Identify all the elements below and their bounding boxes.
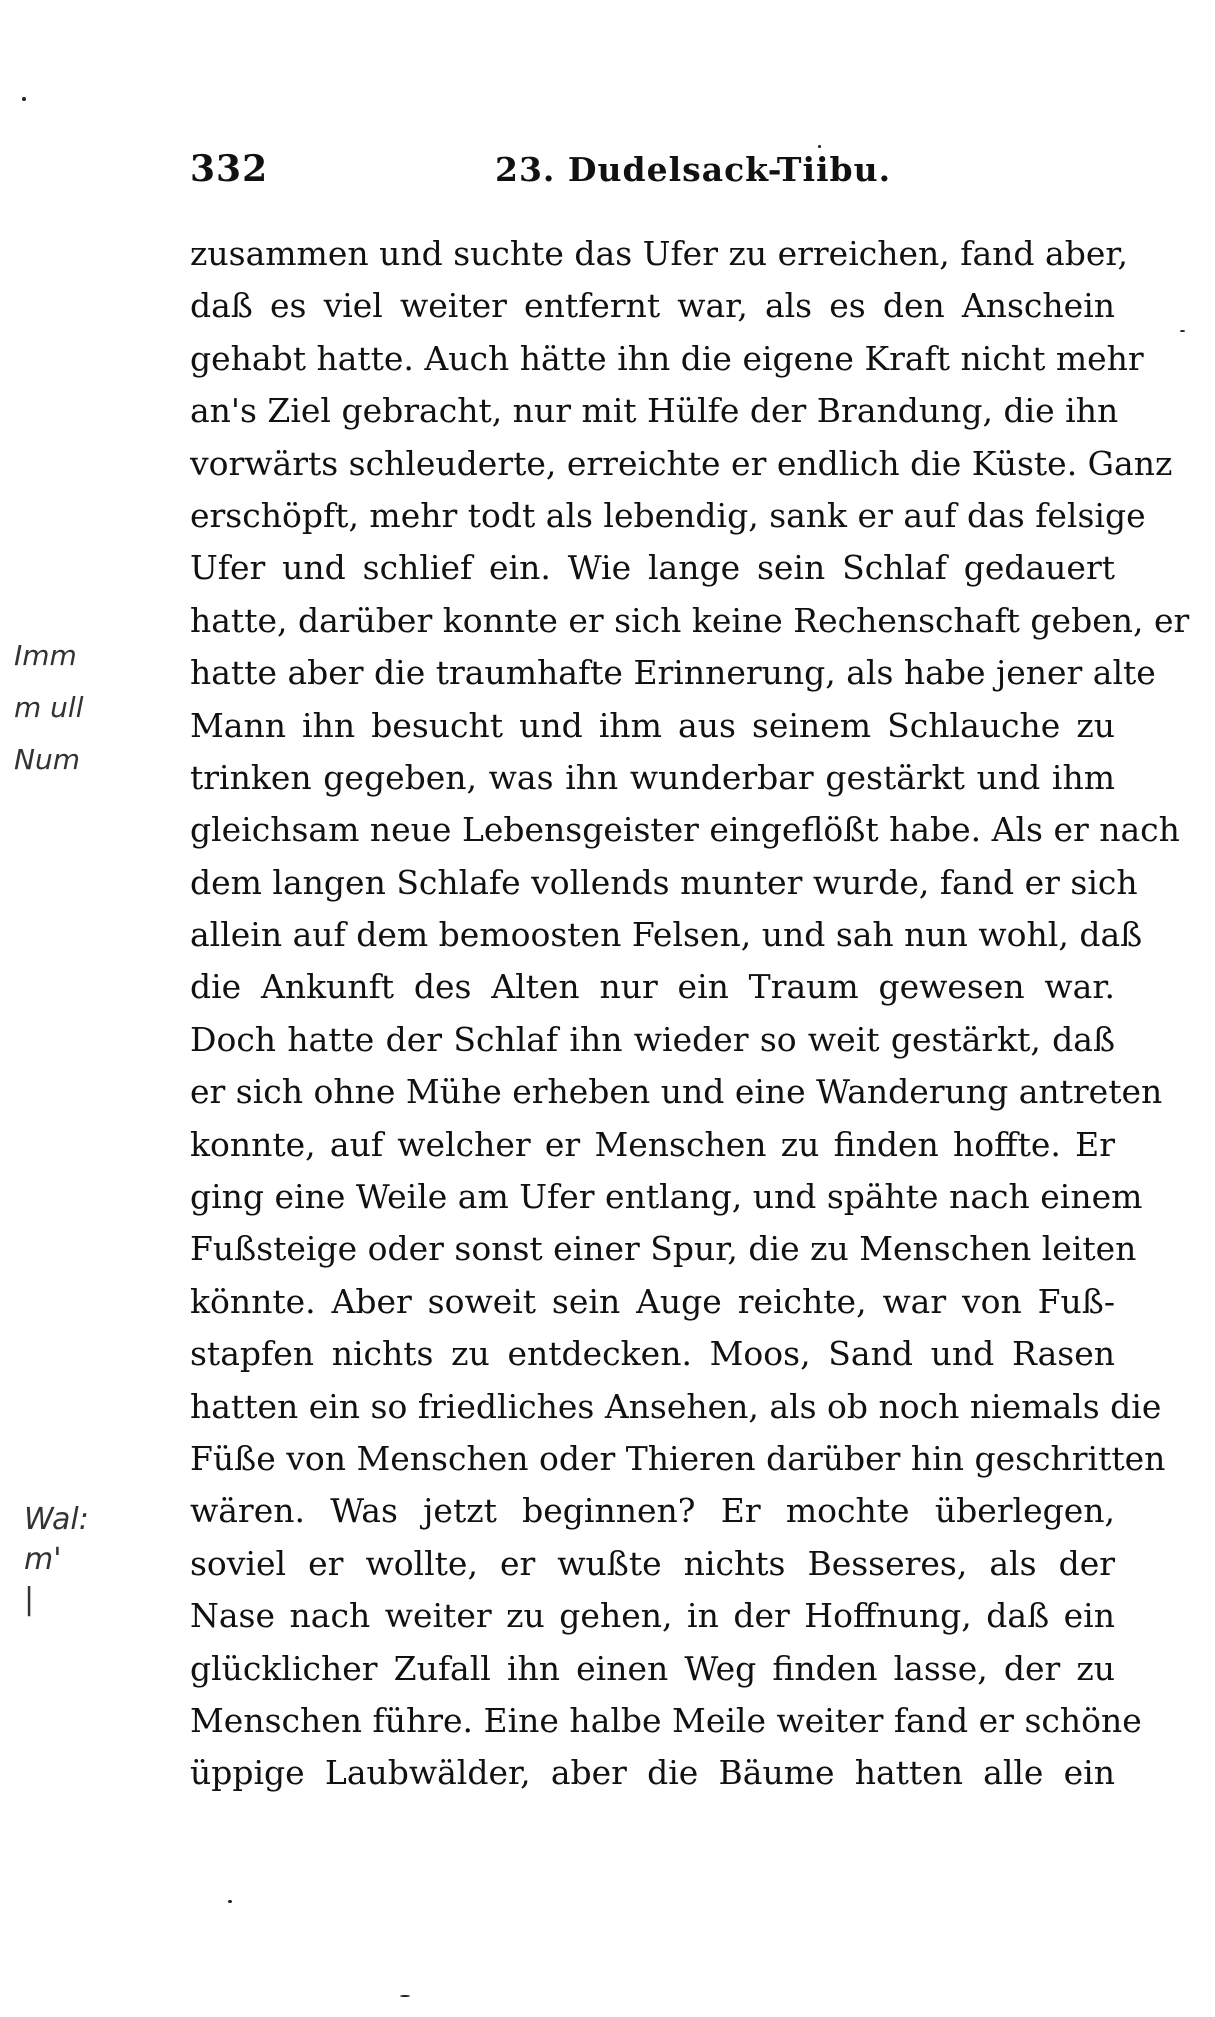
- margin-note-line: Wal:: [24, 1502, 89, 1537]
- text-line: trinken gegeben, was ihn wunderbar gestärkt und ihm: [190, 757, 1115, 797]
- text-line: hatten ein so friedliches Ansehen, als ob noch niemals die: [190, 1386, 1162, 1426]
- running-head: 23. Dudelsack-Tiibu.: [495, 150, 892, 189]
- text-line: ging eine Weile am Ufer entlang, und spähte nach einem: [190, 1177, 1143, 1217]
- handwritten-margin-note-upper: [14, 630, 83, 786]
- text-line: Ufer und schlief ein. Wie lange sein Schlaf gedauert: [190, 548, 1115, 588]
- text-line: stapfen nichts zu entdecken. Moos, Sand und Rasen: [190, 1334, 1115, 1374]
- text-line: gehabt hatte. Auch hätte ihn die eigene Kraft nicht mehr: [190, 338, 1144, 378]
- text-line: vorwärts schleuderte, erreichte er endlich die Küste. Ganz: [190, 443, 1173, 483]
- margin-note-line: m': [24, 1542, 62, 1577]
- text-line: Menschen führe. Eine halbe Meile weiter fand er schöne: [190, 1700, 1142, 1740]
- body-text: [190, 228, 1190, 1800]
- handwritten-margin-note-lower: [24, 1500, 89, 1620]
- text-line: könnte. Aber soweit sein Auge reichte, war von Fuß-: [190, 1281, 1115, 1321]
- text-line: Füße von Menschen oder Thieren darüber hin geschritten: [190, 1438, 1166, 1478]
- text-line: Mann ihn besucht und ihm aus seinem Schlauche zu: [190, 705, 1115, 745]
- text-line: Fußsteige oder sonst einer Spur, die zu Menschen leiten: [190, 1229, 1137, 1269]
- text-line: dem langen Schlafe vollends munter wurde, fand er sich: [190, 862, 1138, 902]
- page-number: 332: [190, 148, 269, 190]
- page-header: [190, 148, 1110, 192]
- text-line: er sich ohne Mühe erheben und eine Wanderung antreten: [190, 1072, 1163, 1112]
- text-line: an's Ziel gebracht, nur mit Hülfe der Brandung, die ihn: [190, 391, 1119, 431]
- scan-speck: [400, 1995, 410, 1997]
- text-line: hatte aber die traumhafte Erinnerung, als habe jener alte: [190, 653, 1156, 693]
- text-line: hatte, darüber konnte er sich keine Rechenschaft geben, er: [190, 600, 1190, 640]
- text-line: allein auf dem bemoosten Felsen, und sah nun wohl, daß: [190, 915, 1143, 955]
- margin-note-line: m ull: [14, 691, 84, 724]
- text-line: Doch hatte der Schlaf ihn wieder so weit gestärkt, daß: [190, 1019, 1115, 1059]
- text-line: üppige Laubwälder, aber die Bäume hatten alle ein: [190, 1753, 1115, 1793]
- text-line: erschöpft, mehr todt als lebendig, sank er auf das felsige: [190, 495, 1146, 535]
- text-line: daß es viel weiter entfernt war, als es den Anschein: [190, 286, 1115, 326]
- scan-speck: [228, 1900, 232, 1903]
- text-line: zusammen und suchte das Ufer zu erreichen, fand aber,: [190, 234, 1128, 273]
- text-line: die Ankunft des Alten nur ein Traum gewesen war.: [190, 967, 1115, 1007]
- text-line: glücklicher Zufall ihn einen Weg finden lasse, der zu: [190, 1648, 1115, 1688]
- text-line: soviel er wollte, er wußte nichts Besseres, als der: [190, 1543, 1115, 1583]
- scan-speck: [818, 145, 821, 148]
- margin-note-line: Imm: [14, 639, 77, 672]
- text-line: Nase nach weiter zu gehen, in der Hoffnung, daß ein: [190, 1596, 1115, 1636]
- scan-speck: [22, 97, 26, 101]
- margin-note-line: |: [24, 1582, 35, 1617]
- text-line: wären. Was jetzt beginnen? Er mochte überlegen,: [190, 1491, 1115, 1531]
- text-line: gleichsam neue Lebensgeister eingeflößt habe. Als er nach: [190, 810, 1180, 850]
- scan-speck: [1180, 330, 1185, 332]
- text-line: konnte, auf welcher er Menschen zu finden hoffte. Er: [190, 1124, 1115, 1164]
- margin-note-line: Num: [14, 743, 80, 776]
